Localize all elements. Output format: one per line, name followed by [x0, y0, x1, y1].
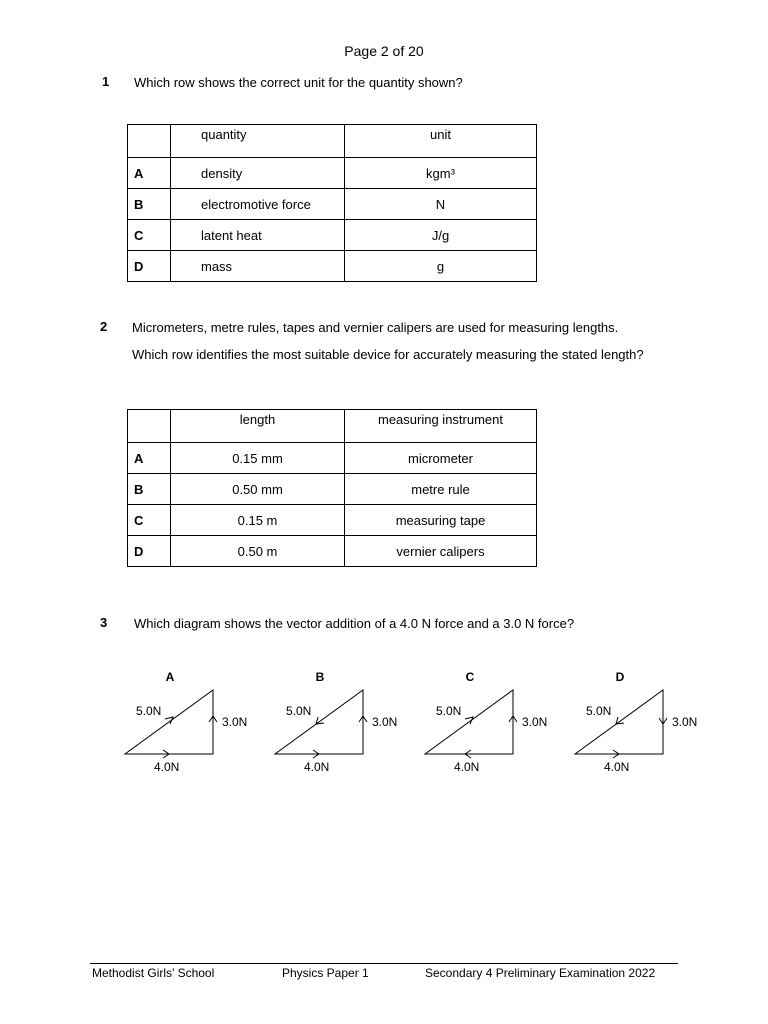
header-instrument: measuring instrument	[345, 410, 537, 443]
vertical-label: 3.0N	[372, 715, 398, 729]
option-label: C	[128, 220, 171, 251]
table-row	[128, 251, 537, 282]
question-2-table	[127, 409, 537, 567]
footer-school: Methodist Girls’ School	[92, 966, 215, 980]
diagram-label: B	[315, 670, 325, 684]
diagram-c	[425, 670, 547, 774]
table-header-row	[128, 410, 537, 443]
diagram-label: C	[465, 670, 475, 684]
diagram-a	[125, 670, 247, 774]
table-row	[128, 474, 537, 505]
diagram-label: D	[615, 670, 625, 684]
quantity-cell: mass	[171, 251, 345, 282]
question-2-number: 2	[100, 319, 108, 334]
vector-triangle	[275, 690, 363, 754]
unit-cell: N	[345, 189, 537, 220]
hypotenuse-label: 5.0N	[286, 704, 312, 718]
option-label: D	[128, 536, 171, 567]
unit-cell: g	[345, 251, 537, 282]
base-label: 4.0N	[154, 760, 180, 774]
vertical-label: 3.0N	[522, 715, 548, 729]
header-quantity: quantity	[171, 125, 345, 158]
vector-diagrams	[0, 660, 768, 790]
table-row	[128, 443, 537, 474]
instrument-cell: micrometer	[345, 443, 537, 474]
arrowhead-hyp	[465, 717, 473, 724]
question-3-number: 3	[100, 615, 108, 630]
option-label: A	[128, 443, 171, 474]
question-3-text: Which diagram shows the vector addition of a 4.0 N force and a 3.0 N force?	[134, 616, 575, 631]
quantity-cell: latent heat	[171, 220, 345, 251]
table-row	[128, 220, 537, 251]
instrument-cell: vernier calipers	[345, 536, 537, 567]
base-label: 4.0N	[604, 760, 630, 774]
base-label: 4.0N	[304, 760, 330, 774]
arrowhead-hyp	[165, 717, 173, 724]
length-cell: 0.50 m	[171, 536, 345, 567]
vector-triangle	[125, 690, 213, 754]
vector-triangle	[575, 690, 663, 754]
page-number: Page 2 of 20	[344, 43, 424, 59]
instrument-cell: measuring tape	[345, 505, 537, 536]
question-1-text: Which row shows the correct unit for the quantity shown?	[134, 75, 463, 90]
footer-exam: Secondary 4 Preliminary Examination 2022	[425, 966, 656, 980]
length-cell: 0.15 mm	[171, 443, 345, 474]
option-label: B	[128, 189, 171, 220]
vertical-label: 3.0N	[222, 715, 248, 729]
question-1-table	[127, 124, 537, 282]
question-2-text-2: Which row identifies the most suitable device for accurately measuring the stated length?	[132, 347, 644, 362]
table-row	[128, 536, 537, 567]
table-corner-cell	[128, 410, 171, 443]
option-label: A	[128, 158, 171, 189]
table-row	[128, 505, 537, 536]
option-label: B	[128, 474, 171, 505]
hypotenuse-label: 5.0N	[136, 704, 162, 718]
quantity-cell: electromotive force	[171, 189, 345, 220]
unit-cell: kgm³	[345, 158, 537, 189]
base-label: 4.0N	[454, 760, 480, 774]
unit-cell: J/g	[345, 220, 537, 251]
instrument-cell: metre rule	[345, 474, 537, 505]
option-label: D	[128, 251, 171, 282]
question-1-number: 1	[102, 74, 110, 89]
length-cell: 0.50 mm	[171, 474, 345, 505]
option-label: C	[128, 505, 171, 536]
header-length: length	[171, 410, 345, 443]
footer-divider	[90, 963, 678, 964]
question-2-text-1: Micrometers, metre rules, tapes and vernier calipers are used for measuring lengths.	[132, 320, 619, 335]
hypotenuse-label: 5.0N	[586, 704, 612, 718]
vertical-label: 3.0N	[672, 715, 698, 729]
vector-triangle	[425, 690, 513, 754]
table-header-row	[128, 125, 537, 158]
length-cell: 0.15 m	[171, 505, 345, 536]
quantity-cell: density	[171, 158, 345, 189]
table-corner-cell	[128, 125, 171, 158]
diagram-b	[275, 670, 397, 774]
table-row	[128, 189, 537, 220]
footer-paper: Physics Paper 1	[282, 966, 369, 980]
hypotenuse-label: 5.0N	[436, 704, 462, 718]
table-row	[128, 158, 537, 189]
diagram-label: A	[165, 670, 175, 684]
diagram-d	[575, 670, 697, 774]
header-unit: unit	[345, 125, 537, 158]
